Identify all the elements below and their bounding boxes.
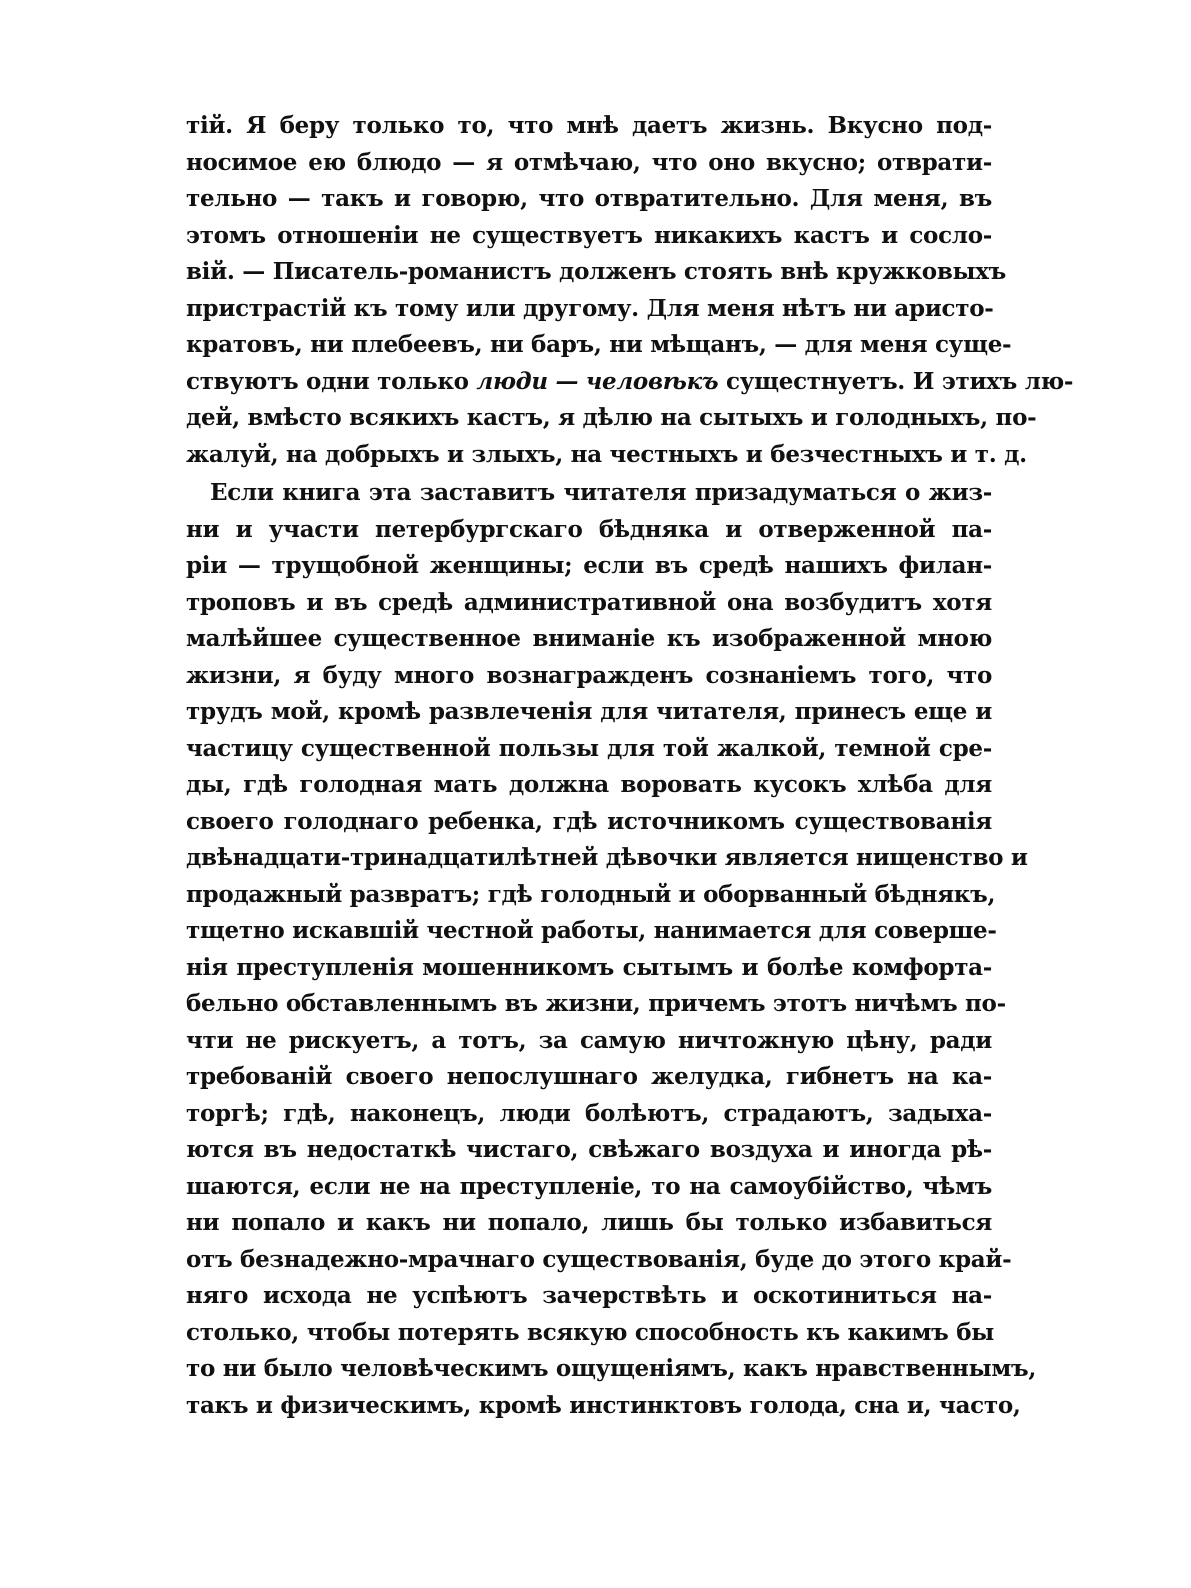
page-text	[186, 108, 1074, 1424]
text-line: вій. — Писатель-романистъ долженъ стоять внѣ кружковыхъ	[186, 258, 1007, 285]
text-line: троповъ и въ средѣ административной она возбудитъ хотя	[186, 588, 992, 616]
text-line: то ни было человѣческимъ ощущеніямъ, какъ нравственнымъ,	[186, 1355, 1037, 1382]
text-line: тщетно искавшій честной работы, нанимается для соверше-	[186, 917, 997, 944]
text-line: жизни, я буду много вознагражденъ сознаніемъ того, что	[186, 661, 992, 689]
text-line: жалуй, на добрыхъ и злыхъ, на честныхъ и безчестныхъ и т. д.	[186, 440, 1027, 468]
paragraph-1	[186, 108, 1074, 473]
text-line: малѣйшее существенное вниманіе къ изображенной мною	[186, 625, 992, 652]
paragraph-2	[186, 475, 1037, 1424]
text-line: шаются, если не на преступленіе, то на самоубійство, чѣмъ	[186, 1172, 992, 1200]
text-line: ды, гдѣ голодная мать должна воровать кусокъ хлѣба для	[186, 771, 992, 798]
text-line: тій. Я беру только то, что мнѣ даетъ жизнь. Вкусно под-	[186, 112, 992, 139]
text-line: няго исхода не успѣютъ зачерствѣть и оскотиниться на-	[186, 1282, 992, 1309]
text-line: трудъ мой, кромѣ развлеченія для читателя, принесъ еще и	[186, 698, 992, 725]
text-line: чти не рискуетъ, а тотъ, за самую ничтожную цѣну, ради	[186, 1026, 992, 1054]
text-line: такъ и физическимъ, кромѣ инстинктовъ голода, сна и, часто,	[186, 1391, 1021, 1419]
text-line: бельно обставленнымъ въ жизни, причемъ этотъ ничѣмъ по-	[186, 990, 1006, 1017]
text-line: кратовъ, ни плебеевъ, ни баръ, ни мѣщанъ, — для меня суще-	[186, 331, 1012, 358]
text-line: дей, вмѣсто всякихъ кастъ, я дѣлю на сытыхъ и голодныхъ, по-	[186, 404, 1037, 431]
text-line: Если книга эта заставитъ читателя призадуматься о жиз-	[210, 479, 992, 506]
italic-emphasis: люди — человѣкъ	[476, 367, 719, 395]
line-start: ствуютъ одни только	[186, 367, 469, 395]
text-line: пристрастій къ тому или другому. Для меня нѣтъ ни аристо-	[186, 294, 994, 322]
text-line: ни попало и какъ ни попало, лишь бы только избавиться	[186, 1209, 992, 1236]
text-line: столько, чтобы потерять всякую способность къ какимъ бы	[186, 1318, 995, 1346]
text-line: своего голоднаго ребенка, гдѣ источникомъ существованія	[186, 807, 992, 835]
text-line: нія преступленія мошенникомъ сытымъ и болѣе комфорта-	[186, 953, 992, 981]
text-line-with-emphasis	[186, 364, 1074, 401]
text-line: ются въ недостаткѣ чистаго, свѣжаго воздуха и иногда рѣ-	[186, 1136, 992, 1163]
text-line: ріи — трущобной женщины; если въ средѣ нашихъ филан-	[186, 552, 992, 579]
line-end: сущестнуетъ. И этихъ лю-	[726, 367, 1074, 395]
text-line: этомъ отношеніи не существуетъ никакихъ кастъ и сосло-	[186, 221, 992, 249]
text-line: торгѣ; гдѣ, наконецъ, люди болѣютъ, страдаютъ, задыха-	[186, 1099, 992, 1127]
text-line: требованій своего непослушнаго желудка, гибнетъ на ка-	[186, 1063, 992, 1090]
text-line: отъ безнадежно-мрачнаго существованія, буде до этого край-	[186, 1245, 1012, 1273]
text-line: тельно — такъ и говорю, что отвратительно. Для меня, въ	[186, 185, 992, 212]
text-line: ни и участи петербургскаго бѣдняка и отверженной па-	[186, 515, 992, 543]
text-line: двѣнадцати-тринадцатилѣтней дѣвочки является нищенство и	[186, 844, 1028, 871]
text-line: носимое ею блюдо — я отмѣчаю, что оно вкусно; отврати-	[186, 148, 992, 176]
text-line: частицу существенной пользы для той жалкой, темной сре-	[186, 734, 992, 762]
text-line: продажный развратъ; гдѣ голодный и оборванный бѣднякъ,	[186, 880, 996, 908]
